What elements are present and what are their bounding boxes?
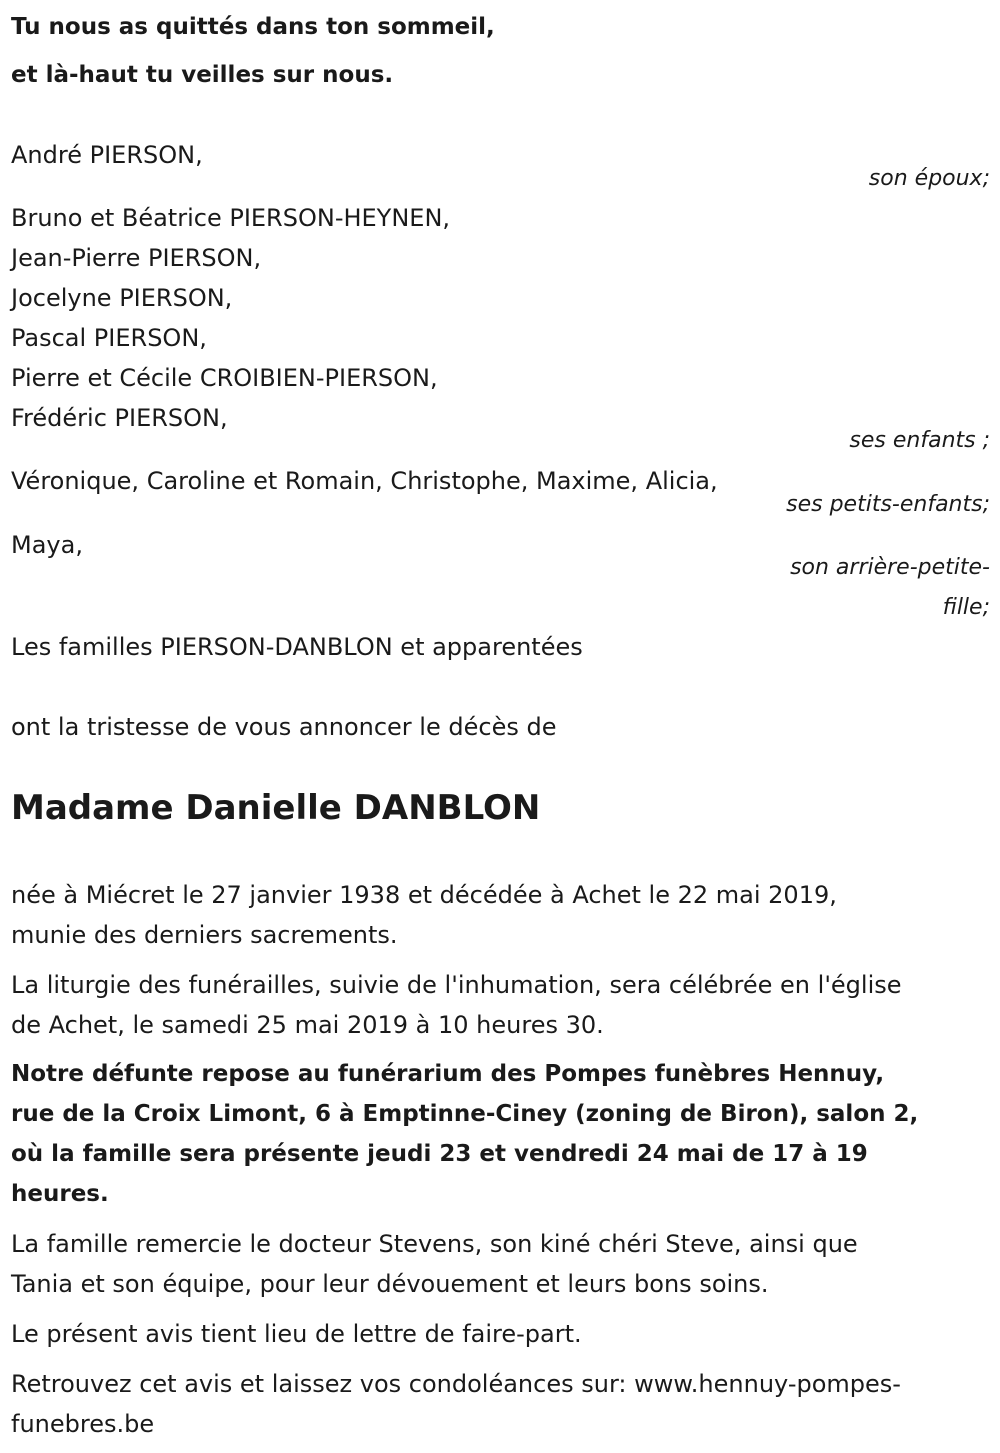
great-grandchild-role-line-2: fille; (942, 595, 990, 620)
grandchildren-names: Véronique, Caroline et Romain, Christophe, Maxime, Alicia, (11, 467, 718, 495)
child-name: Pascal PIERSON, (11, 324, 207, 352)
epigraph-line-2: et là-haut tu veilles sur nous. (11, 62, 394, 88)
child-name: Pierre et Cécile CROIBIEN-PIERSON, (11, 364, 438, 392)
notice-text: Le présent avis tient lieu de lettre de faire-part. (11, 1320, 582, 1348)
spouse-role: son époux; (868, 166, 990, 191)
deceased-name: Madame Danielle DANBLON (11, 788, 541, 828)
liturgy-line: La liturgie des funérailles, suivie de l'inhumation, sera célébrée en l'église (11, 971, 902, 999)
thanks-line: La famille remercie le docteur Stevens, son kiné chéri Steve, ainsi que (11, 1230, 858, 1258)
child-name: Bruno et Béatrice PIERSON-HEYNEN, (11, 204, 451, 232)
birth-death-line: née à Miécret le 27 janvier 1938 et décédée à Achet le 22 mai 2019, (11, 881, 837, 909)
child-name: Frédéric PIERSON, (11, 404, 228, 432)
epigraph-line-1: Tu nous as quittés dans ton sommeil, (11, 14, 495, 40)
thanks-line: Tania et son équipe, pour leur dévouement et leurs bons soins. (11, 1270, 769, 1298)
condolences-line: Retrouvez cet avis et laissez vos condoléances sur: www.hennuy-pompes- (11, 1370, 901, 1398)
children-role: ses enfants ; (849, 428, 990, 453)
funerarium-line: Notre défunte repose au funérarium des Pompes funèbres Hennuy, (11, 1061, 885, 1087)
funerarium-line: heures. (11, 1181, 109, 1207)
great-grandchild-name: Maya, (11, 531, 83, 559)
birth-death-line: munie des derniers sacrements. (11, 921, 398, 949)
condolences-line: funebres.be (11, 1410, 155, 1438)
funerarium-line: rue de la Croix Limont, 6 à Emptinne-Ciney (zoning de Biron), salon 2, (11, 1101, 919, 1127)
liturgy-line: de Achet, le samedi 25 mai 2019 à 10 heures 30. (11, 1011, 604, 1039)
grandchildren-role: ses petits-enfants; (786, 492, 990, 517)
child-name: Jocelyne PIERSON, (11, 284, 233, 312)
funerarium-line: où la famille sera présente jeudi 23 et vendredi 24 mai de 17 à 19 (11, 1141, 868, 1167)
spouse-name: André PIERSON, (11, 141, 203, 169)
great-grandchild-role-line-1: son arrière-petite- (790, 555, 990, 580)
child-name: Jean-Pierre PIERSON, (11, 244, 262, 272)
announcement-text: ont la tristesse de vous annoncer le décès de (11, 713, 557, 741)
relatives-families: Les familles PIERSON-DANBLON et apparentées (11, 633, 583, 661)
